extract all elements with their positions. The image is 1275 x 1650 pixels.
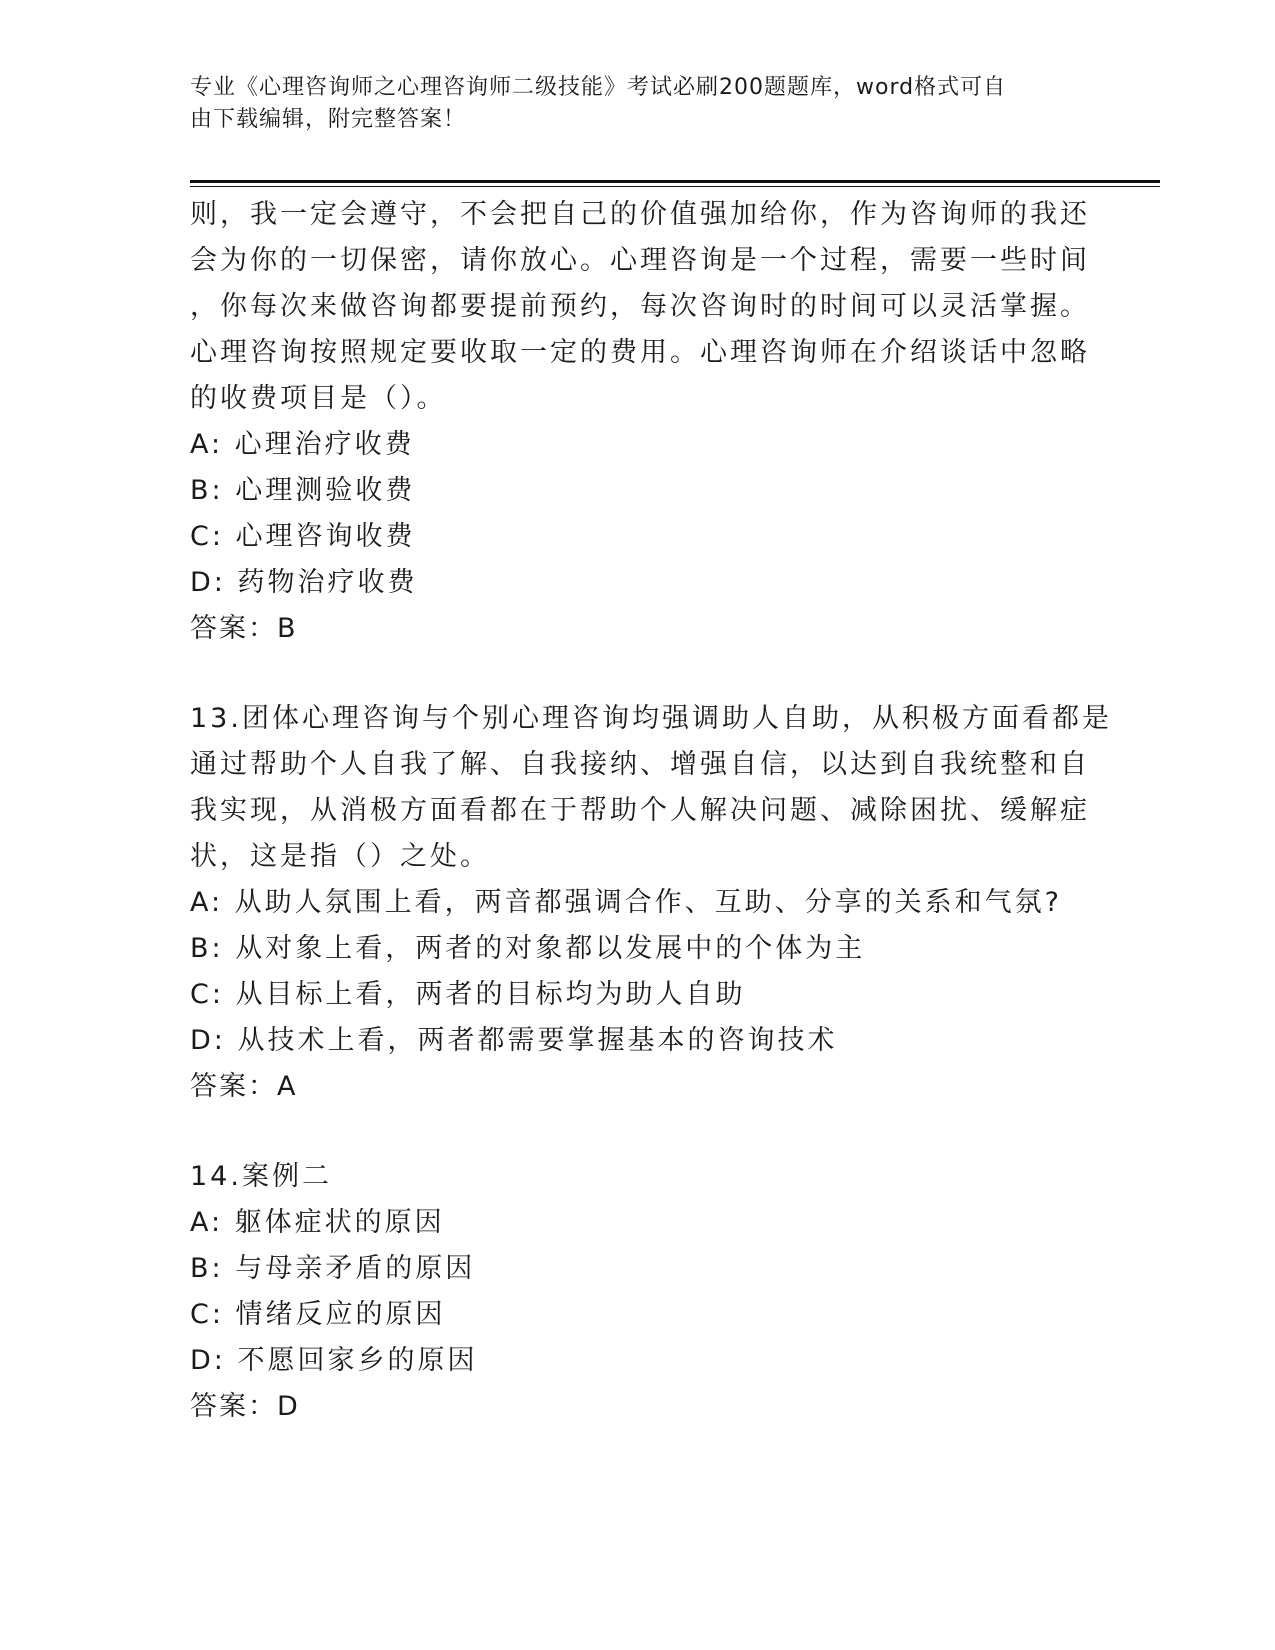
- option-a: A: 躯体症状的原因: [190, 1207, 445, 1238]
- answer-label: 答案：A: [190, 1071, 298, 1102]
- question-stem-line: 通过帮助个人自我了解、自我接纳、增强自信，以达到自我统整和自: [190, 749, 1090, 780]
- option-c: C: 情绪反应的原因: [190, 1299, 446, 1330]
- question-stem-line: 则，我一定会遵守，不会把自己的价值强加给你，作为咨询师的我还: [190, 199, 1090, 230]
- question-12: [190, 192, 1090, 652]
- question-14: [190, 1154, 1090, 1430]
- header-divider-thick: [190, 180, 1160, 183]
- option-a: A: 心理治疗收费: [190, 429, 415, 460]
- option-a: A: 从助人氛围上看，两音都强调合作、互助、分享的关系和气氛?: [190, 887, 1063, 918]
- question-stem-line: 我实现，从消极方面看都在于帮助个人解决问题、减除困扰、缓解症: [190, 795, 1090, 826]
- option-b: B: 与母亲矛盾的原因: [190, 1253, 476, 1284]
- option-d: D: 药物治疗收费: [190, 567, 418, 598]
- question-stem-line: ，你每次来做咨询都要提前预约，每次咨询时的时间可以灵活掌握。: [190, 291, 1090, 322]
- option-b: B: 从对象上看，两者的对象都以发展中的个体为主: [190, 933, 866, 964]
- question-stem-line: 会为你的一切保密，请你放心。心理咨询是一个过程，需要一些时间: [190, 245, 1090, 276]
- question-stem-line: 心理咨询按照规定要收取一定的费用。心理咨询师在介绍谈话中忽略: [190, 337, 1090, 368]
- option-c: C: 从目标上看，两者的目标均为助人自助: [190, 979, 746, 1010]
- question-stem-line: 14.案例二: [190, 1161, 332, 1192]
- option-d: D: 从技术上看，两者都需要掌握基本的咨询技术: [190, 1025, 838, 1056]
- answer-label: 答案：B: [190, 613, 298, 644]
- question-stem-line: 13.团体心理咨询与个别心理咨询均强调助人自助，从积极方面看都是: [190, 703, 1112, 734]
- option-c: C: 心理咨询收费: [190, 521, 416, 552]
- document-header: [190, 72, 1090, 136]
- answer-label: 答案：D: [190, 1391, 300, 1422]
- question-spacer: [190, 652, 1090, 696]
- option-d: D: 不愿回家乡的原因: [190, 1345, 478, 1376]
- question-stem-line: 状，这是指（）之处。: [190, 841, 490, 872]
- header-divider-thin: [190, 186, 1160, 187]
- question-stem-line: 的收费项目是（）。: [190, 383, 447, 414]
- header-line-1: 专业《心理咨询师之心理咨询师二级技能》考试必刷200题题库，word格式可自: [190, 75, 1007, 100]
- question-13: [190, 696, 1112, 1110]
- option-b: B: 心理测验收费: [190, 475, 416, 506]
- header-line-2: 由下载编辑，附完整答案！: [190, 107, 467, 132]
- question-list: [190, 192, 1112, 1430]
- question-spacer: [190, 1110, 1090, 1154]
